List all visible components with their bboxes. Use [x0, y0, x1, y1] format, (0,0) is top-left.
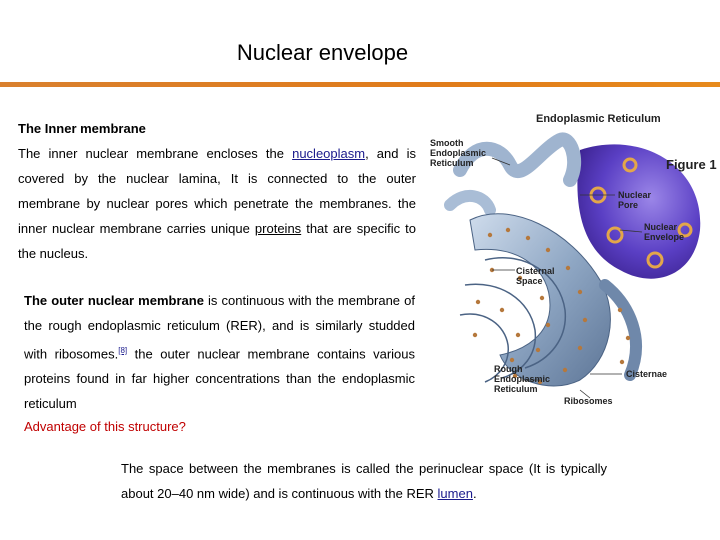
label-nuclear-pore: Nuclear Pore: [618, 190, 652, 210]
outer-membrane-paragraph: [24, 288, 415, 416]
outer-membrane-heading: The outer nuclear membrane: [24, 293, 204, 308]
inner-text-1: The inner nuclear membrane encloses the: [18, 146, 293, 161]
inner-membrane-paragraph: [18, 116, 416, 266]
label-cisternal-space: Cisternal Space: [516, 266, 555, 286]
nucleoplasm-link[interactable]: nucleoplasm: [292, 146, 366, 161]
citation-link[interactable]: [8]: [118, 346, 128, 355]
inner-membrane-heading: The Inner membrane: [18, 121, 146, 136]
label-cisternae: Cisternae: [626, 369, 668, 379]
proteins-link[interactable]: proteins: [254, 221, 302, 236]
inner-text-2: , and is covered by the nuclear lamina, It is connected to the outer membrane by nuclear pores which penetrate the membranes. the inner nuclear membrane carries unique: [18, 146, 416, 236]
label-rough-er: Rough Endoplasmic Reticulum: [494, 364, 551, 394]
outer-text-1: is continuous with the membrane of the rough endoplasmic reticulum (RER), and is similarly studded with ribosomes.: [24, 293, 415, 362]
figure-caption: Figure 1: [666, 157, 717, 172]
label-smooth-er: Smooth Endoplasmic Reticulum: [430, 138, 487, 168]
label-nuclear-envelope: Nuclear Envelope: [644, 222, 685, 242]
question-line: [24, 414, 224, 439]
question-text: Advantage of this structure?: [24, 419, 186, 434]
perinuclear-paragraph: [121, 456, 607, 506]
lumen-link[interactable]: lumen: [437, 486, 473, 501]
inner-text-3: that are specific to the nucleus.: [18, 221, 416, 261]
er-figure: [430, 110, 717, 410]
outer-text-2: the outer nuclear membrane contains various proteins found in far higher concentrations than the endoplasmic reticulum: [24, 346, 415, 412]
title-divider: [0, 82, 720, 87]
perinuclear-text-2: .: [472, 486, 477, 501]
perinuclear-text-1: The space between the membranes is called the perinuclear space (It is typically about 20–40 nm wide) and is continuous with the RER: [121, 461, 607, 501]
figure-title: Endoplasmic Reticulum: [536, 113, 661, 125]
slide-title: Nuclear envelope: [236, 40, 409, 65]
label-ribosomes: Ribosomes: [564, 396, 613, 406]
